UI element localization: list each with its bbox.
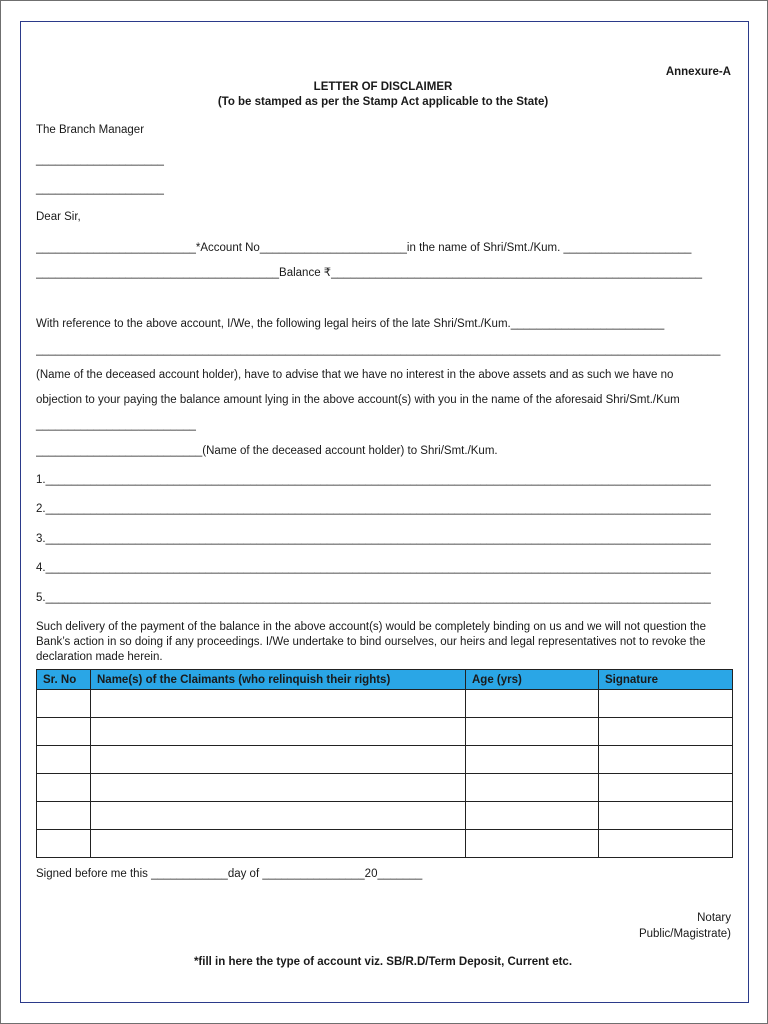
objection-line: objection to your paying the balance amount lying in the above account(s) with you in the name of the aforesaid Shri/Smt./Kum	[36, 394, 680, 406]
table-cell[interactable]	[599, 718, 733, 746]
footnote: *fill in here the type of account viz. SB/R.D/Term Deposit, Current etc.	[193, 956, 573, 968]
heir-line-5: 5.________________________________________________________________________________________________________	[36, 592, 711, 604]
table-cell[interactable]	[37, 718, 91, 746]
table-cell[interactable]	[599, 690, 733, 718]
table-cell[interactable]	[91, 802, 466, 830]
header-signature: Signature	[599, 670, 733, 690]
table-row	[37, 774, 733, 802]
header-age: Age (yrs)	[466, 670, 599, 690]
account-line: _________________________*Account No_______________________in the name of Shri/Smt./Kum. ____________________	[36, 242, 692, 254]
address-line-2: ____________________	[36, 183, 164, 195]
table-cell[interactable]	[599, 830, 733, 858]
annexure-label: Annexure-A	[665, 66, 731, 78]
table-cell[interactable]	[466, 690, 599, 718]
table-cell[interactable]	[599, 746, 733, 774]
signed-before-line: Signed before me this ____________day of ________________20_______	[36, 868, 423, 880]
table-cell[interactable]	[599, 802, 733, 830]
blank-line: ___________________________________________________________________________________________________________	[36, 344, 721, 356]
declaration-paragraph: Such delivery of the payment of the balance in the above account(s) would be completely binding on us and we will not question the Bank’s action in so doing if any proceedings. I/We undertake to bind ourselves, our heirs and legal representatives not to revoke the declaration made herein.	[36, 621, 706, 663]
heir-line-1: 1.________________________________________________________________________________________________________	[36, 474, 711, 486]
table-cell[interactable]	[599, 774, 733, 802]
table-cell[interactable]	[37, 774, 91, 802]
addressee: The Branch Manager	[36, 124, 145, 136]
table-cell[interactable]	[37, 690, 91, 718]
table-cell[interactable]	[466, 830, 599, 858]
table-row	[37, 746, 733, 774]
heir-line-3: 3.________________________________________________________________________________________________________	[36, 533, 711, 545]
table-cell[interactable]	[466, 774, 599, 802]
table-cell[interactable]	[466, 746, 599, 774]
table-header-row	[37, 670, 733, 690]
address-line-1: ____________________	[36, 154, 164, 166]
table-row	[37, 830, 733, 858]
table-cell[interactable]	[37, 802, 91, 830]
table-cell[interactable]	[37, 746, 91, 774]
deceased-line: (Name of the deceased account holder), have to advise that we have no interest in the above assets and as such we have no	[36, 369, 674, 381]
table-row	[37, 690, 733, 718]
table-cell[interactable]	[91, 746, 466, 774]
to-line: __________________________(Name of the deceased account holder) to Shri/Smt./Kum.	[36, 445, 498, 457]
salutation: Dear Sir,	[36, 211, 81, 223]
table-cell[interactable]	[91, 774, 466, 802]
name-blank: _________________________	[36, 419, 196, 431]
notary-public-label: Public/Magistrate)	[638, 928, 731, 940]
header-sr-no: Sr. No	[37, 670, 91, 690]
document-subtitle: (To be stamped as per the Stamp Act applicable to the State)	[217, 96, 549, 108]
table-cell[interactable]	[91, 718, 466, 746]
table-cell[interactable]	[466, 802, 599, 830]
heir-line-2: 2.________________________________________________________________________________________________________	[36, 503, 711, 515]
notary-label: Notary	[697, 912, 731, 924]
heir-line-4: 4.________________________________________________________________________________________________________	[36, 562, 711, 574]
table-cell[interactable]	[37, 830, 91, 858]
table-cell[interactable]	[466, 718, 599, 746]
header-claimant-names: Name(s) of the Claimants (who relinquish their rights)	[91, 670, 466, 690]
table-cell[interactable]	[91, 830, 466, 858]
table-row	[37, 802, 733, 830]
table-cell[interactable]	[91, 690, 466, 718]
table-row	[37, 718, 733, 746]
claimants-table	[36, 669, 733, 858]
balance-line: ______________________________________Balance ₹__________________________________________________________	[36, 267, 703, 279]
reference-line: With reference to the above account, I/We, the following legal heirs of the late Shri/Smt./Kum.________________________	[36, 318, 665, 330]
document-title: LETTER OF DISCLAIMER	[313, 81, 453, 93]
